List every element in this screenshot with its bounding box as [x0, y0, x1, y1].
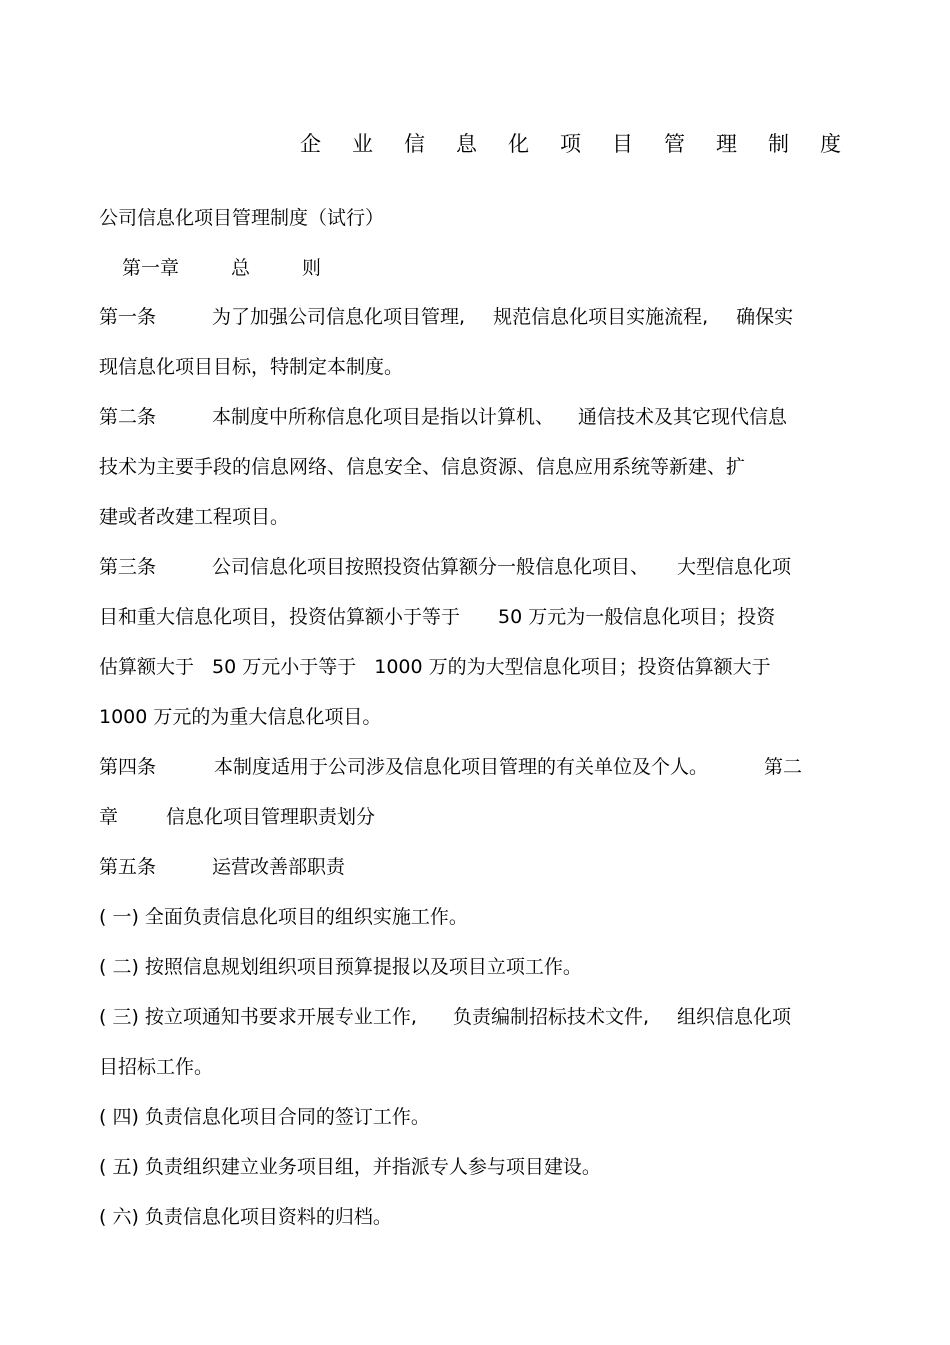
- list-item-6: ( 六) 负责信息化项目资料的归档。: [99, 1206, 392, 1228]
- chapter-1-name-part1: 总: [231, 257, 251, 279]
- article-2-label: 第二条: [99, 406, 157, 428]
- list-item-3-line-2: 目招标工作。: [99, 1056, 214, 1078]
- article-4-label: 第四条: [99, 756, 157, 778]
- list-item-3-text-b: 负责编制招标技术文件,: [452, 1006, 649, 1028]
- article-1-text-b: 规范信息化项目实施流程,: [493, 306, 709, 328]
- list-item-3-line-1: [99, 1003, 791, 1031]
- article-4-line-2: [99, 803, 375, 831]
- list-item-3-text-c: 组织信息化项: [677, 1006, 792, 1028]
- article-3-line-3-c: 1000 万的为大型信息化项目；投资估算额大于: [374, 656, 771, 678]
- article-1-label: 第一条: [99, 306, 157, 328]
- chapter-2-label-end: 章: [99, 806, 119, 828]
- article-3-line-3: [99, 653, 771, 681]
- chapter-1-name-part2: 则: [302, 257, 322, 279]
- chapter-1-label: 第一章: [122, 257, 180, 279]
- article-1-line-2: 现信息化项目目标，特制定本制度。: [99, 356, 404, 378]
- article-4-text-a: 本制度适用于公司涉及信息化项目管理的有关单位及个人。: [214, 756, 709, 778]
- chapter-2-name: 信息化项目管理职责划分: [166, 806, 376, 828]
- article-3-label: 第三条: [99, 556, 157, 578]
- article-1-text-c: 确保实: [736, 306, 794, 328]
- article-4-text-b: 第二: [764, 756, 803, 778]
- article-3-text-b: 大型信息化项: [677, 556, 792, 578]
- article-5-label: 第五条: [99, 856, 157, 878]
- article-4-line-1: [99, 753, 802, 781]
- list-item-1: ( 一) 全面负责信息化项目的组织实施工作。: [99, 906, 468, 928]
- document-subtitle: 公司信息化项目管理制度（试行）: [99, 207, 385, 229]
- article-3-line-3-b: 50 万元小于等于: [212, 656, 357, 678]
- list-item-3-text-a: ( 三) 按立项通知书要求开展专业工作,: [99, 1006, 417, 1028]
- list-item-4: ( 四) 负责信息化项目合同的签订工作。: [99, 1106, 430, 1128]
- article-2-line-3: 建或者改建工程项目。: [99, 506, 290, 528]
- article-3-line-2-a: 目和重大信息化项目，投资估算额小于等于: [99, 606, 461, 628]
- article-2-text-a: 本制度中所称信息化项目是指以计算机、: [212, 406, 555, 428]
- article-2-line-1: [99, 403, 787, 431]
- article-3-line-1: [99, 553, 791, 581]
- article-1-text-a: 为了加强公司信息化项目管理,: [212, 306, 466, 328]
- article-3-line-2: [99, 603, 775, 631]
- article-1-line-1: [99, 303, 793, 331]
- article-3-line-4: 1000 万元的为重大信息化项目。: [99, 706, 382, 728]
- article-2-line-2: 技术为主要手段的信息网络、信息安全、信息资源、信息应用系统等新建、扩: [99, 456, 746, 478]
- list-item-2: ( 二) 按照信息规划组织项目预算提报以及项目立项工作。: [99, 956, 582, 978]
- article-3-line-3-a: 估算额大于: [99, 656, 195, 678]
- article-5-line-1: [99, 853, 345, 881]
- chapter-1-heading: [122, 254, 321, 282]
- document-title: 企业信息化项目管理制度: [300, 132, 872, 156]
- article-3-text-a: 公司信息化项目按照投资估算额分一般信息化项目、: [212, 556, 650, 578]
- article-3-line-2-b: 50 万元为一般信息化项目；投资: [498, 606, 776, 628]
- article-2-text-b: 通信技术及其它现代信息: [578, 406, 788, 428]
- article-5-text: 运营改善部职责: [212, 856, 346, 878]
- list-item-5: ( 五) 负责组织建立业务项目组，并指派专人参与项目建设。: [99, 1156, 601, 1178]
